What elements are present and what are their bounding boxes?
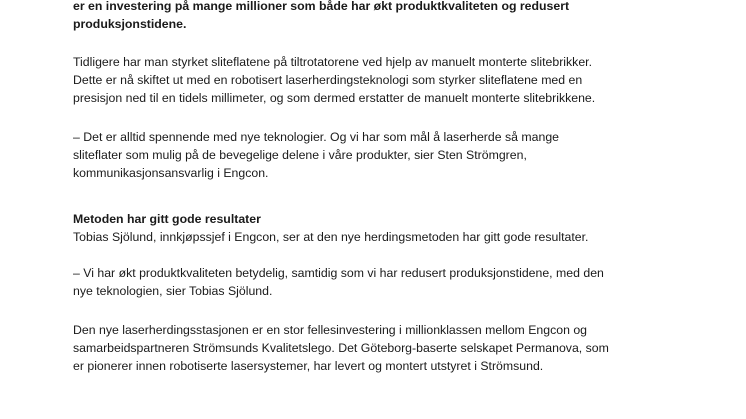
paragraph-line: sliteflater som mulig på de bevegelige delene i våre produkter, sier Sten Strömgren, bbox=[73, 148, 527, 162]
lead-line: er en investering på mange millioner som både har økt produktkvaliteten og redusert bbox=[73, 0, 570, 13]
paragraph-line: Tidligere har man styrket sliteflatene på tiltrotatorene ved hjelp av manuelt monterte slitebrikker. bbox=[73, 55, 592, 69]
paragraph-line: presisjon ned til en tidels millimeter, og som dermed erstatter de manuelt monterte slitebrikkene. bbox=[73, 91, 596, 105]
paragraph-line: Den nye laserherdingsstasjonen er en stor fellesinvestering i millionklassen mellom Engcon og bbox=[73, 323, 588, 337]
lead-paragraph bbox=[73, 0, 569, 33]
lead-line: produksjonstidene. bbox=[73, 17, 187, 31]
body-paragraph-3 bbox=[73, 228, 588, 246]
body-paragraph-5 bbox=[73, 321, 609, 375]
paragraph-line: – Vi har økt produktkvaliteten betydelig, samtidig som vi har redusert produksjonstidene, med den bbox=[73, 266, 604, 280]
section-heading: Metoden har gitt gode resultater bbox=[73, 212, 261, 226]
paragraph-line: kommunikasjonsansvarlig i Engcon. bbox=[73, 166, 269, 180]
quote-paragraph-strömgren bbox=[73, 128, 559, 182]
body-paragraph-1 bbox=[73, 53, 595, 107]
paragraph-line: nye teknologien, sier Tobias Sjölund. bbox=[73, 284, 273, 298]
paragraph-line: samarbeidspartneren Strömsunds Kvalitetslego. Det Göteborg-baserte selskapet Permanova, som bbox=[73, 341, 609, 355]
paragraph-line: – Det er alltid spennende med nye teknologier. Og vi har som mål å laserherde så mange bbox=[73, 130, 559, 144]
quote-paragraph-sjölund bbox=[73, 264, 604, 300]
paragraph-line: Tobias Sjölund, innkjøpssjef i Engcon, ser at den nye herdingsmetoden har gitt gode resultater. bbox=[73, 230, 589, 244]
paragraph-line: Dette er nå skiftet ut med en robotisert laserherdingsteknologi som styrker sliteflatene med en bbox=[73, 73, 583, 87]
paragraph-line: er pionerer innen robotiserte lasersystemer, har levert og montert utstyret i Strömsund. bbox=[73, 359, 544, 373]
